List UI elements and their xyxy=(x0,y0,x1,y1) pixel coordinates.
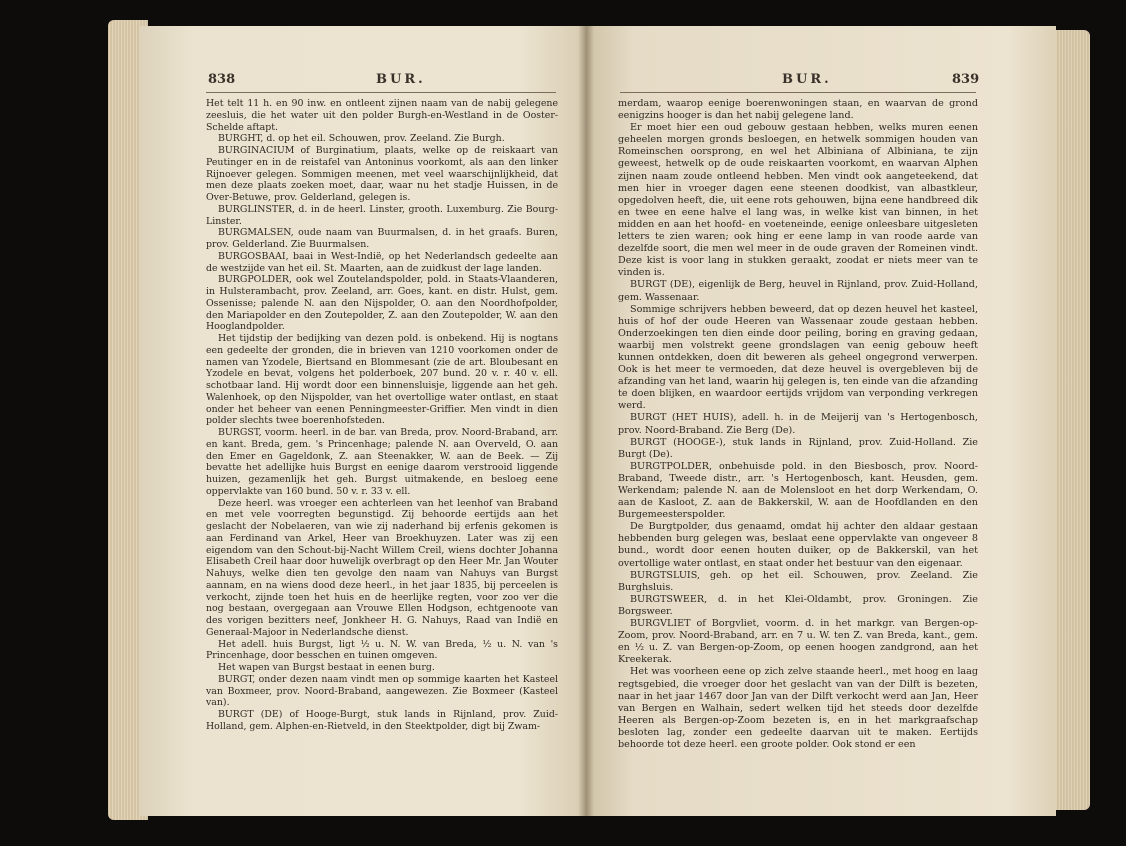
left-para-4: BURGMALSEN, oude naam van Buurmalsen, d. in het graafs. Buren, prov. Gelderland. Zie Buurmalsen. xyxy=(206,227,558,250)
right-para-1: Er moet hier een oud gebouw gestaan hebben, welks muren eenen geheelen morgen gronds besloegen, en hetwelk sommigen houden van Romeinschen oorsprong, en wel het Albiniana of Albiniana, te zijn geweest, hetwelk op de oude reiskaarten voorkomt, en waarvan Alphen zijnen naam zoude ontleend hebben. Men vindt ook aangeteekend, dat men hier in vroeger dagen eene steenen doodkist, van albastkleur, opgedolven heeft, die, uit eene rots gehouwen, bijna eene handbreed dik en twee en eene halve el lang was, in welke kist van binnen, in het midden en aan het hoofd- en voeteneinde, eenige onleesbare uitgesleten letters te zien waren; ook hing er eene lamp in van roode aarde van dezelfde soort, die men wel meer in de oude graven der Romeinen vindt. Deze kist is voor lang in stukken geraakt, zoodat er niets meer van te vinden is. xyxy=(618,122,978,279)
left-page xyxy=(140,26,586,816)
left-para-12: BURGT, onder dezen naam vindt men op sommige kaarten het Kasteel van Boxmeer, prov. Noord-Braband, aangewezen. Zie Boxmeer (Kasteel van). xyxy=(206,673,558,709)
left-para-10: Het adell. huis Burgst, ligt ½ u. N. W. van Breda, ½ u. N. van 's Princenhage, door besschen en tuinen omgeven. xyxy=(206,638,558,662)
right-para-2: BURGT (DE), eigenlijk de Berg, heuvel in Rijnland, prov. Zuid-Holland, gem. Wassenaar. xyxy=(618,279,978,303)
left-running-head: BUR. xyxy=(376,72,426,87)
left-para-13: BURGT (DE) of Hooge-Burgt, stuk lands in Rijnland, prov. Zuid-Holland, gem. Alphen-en-Rietveld, in den Steektpolder, digt bij Zwam- xyxy=(206,709,558,732)
right-para-4: BURGT (HET HUIS), adell. h. in de Meijerij van 's Hertogenbosch, prov. Noord-Braband. Zie Berg (De). xyxy=(618,412,978,436)
left-para-6: BURGPOLDER, ook wel Zoutelandspolder, pold. in Staats-Vlaanderen, in Hulsterambacht, prov. Zeeland, arr. Goes, kant. en distr. Hulst, gem. Ossenisse; palende N. aan den Nijspolder, O. aan den Noordhofpolder, den Mariapolder en den Zoutepolder, Z. aan den Zoutepolder, W. aan den Hooglandpolder. xyxy=(206,274,558,333)
book-gutter xyxy=(578,26,594,816)
left-para-0: Het telt 11 h. en 90 inw. en ontleent zijnen naam van de nabij gelegene zeesluis, die het water uit den polder Burgh-en-Westland in de Ooster-Schelde aftapt. xyxy=(206,98,558,133)
left-para-2: BURGINACIUM of Burginatium, plaats, welke op de reiskaart van Peutinger en in de reistafel van Antoninus voorkomt, als aan den linker Rijnoever gelegen. Sommigen meenen, met veel waarschijnlijkheid, dat men deze plaats zoeken moet, daar, waar nu het stadje Huissen, in de Over-Betuwe, prov. Gelderland, gelegen is. xyxy=(206,145,558,203)
right-para-10: BURGVLIET of Borgvliet, voorm. d. in het markgr. van Bergen-op-Zoom, prov. Noord-Braband, arr. en 7 u. W. ten Z. van Breda, kant., gem. en ½ u. Z. van Bergen-op-Zoom, op eenen hoogen zandgrond, aan het Kreekerak. xyxy=(618,618,978,666)
right-para-8: BURGTSLUIS, geh. op het eil. Schouwen, prov. Zeeland. Zie Burghsluis. xyxy=(618,569,978,593)
left-para-5: BURGOSBAAI, baai in West-Indië, op het Nederlandsch gedeelte aan de westzijde van het eil. St. Maarten, aan de zuidkust der lage landen. xyxy=(206,250,558,274)
right-page-number: 839 xyxy=(952,72,980,87)
right-para-0: merdam, waarop eenige boerenwoningen staan, en waarvan de grond eenigzins hooger is dan het nabij gelegene land. xyxy=(618,98,978,122)
right-para-5: BURGT (HOOGE-), stuk lands in Rijnland, prov. Zuid-Holland. Zie Burgt (De). xyxy=(618,436,978,460)
left-para-1: BURGHT, d. op het eil. Schouwen, prov. Zeeland. Zie Burgh. xyxy=(218,133,505,145)
right-para-11: Het was voorheen eene op zich zelve staande heerl., met hoog en laag regtsgebied, die vroeger door het geslacht van van der Dilft is bezeten, naar in het jaar 1467 door Jan van der Dilft verkocht werd aan Jan, Heer van Bergen en Walhain, sedert welken tijd het steeds door dezelfde Heeren als Bergen-op-Zoom bezeten is, en in het markgraafschap besloten lag, zonder een gedeelte daarvan uit te maken. Eertijds behoorde tot deze heerl. een groote polder. Ook stond er een xyxy=(618,666,978,750)
right-head-rule xyxy=(620,92,976,93)
left-para-8: BURGST, voorm. heerl. in de bar. van Breda, prov. Noord-Braband, arr. en kant. Breda, gem. 's Princenhage; palende N. aan Overveld, O. aan den Emer en Gageldonk, Z. aan Steenakker, W. aan de Beek. — Zij bevatte het adellijke huis Burgst en eenige daarom verstrooid liggende huizen, gezamenlijk het geh. Burgst uitmakende, en besloeg eene oppervlakte van 160 bund. 50 v. r. 33 v. ell. xyxy=(206,427,558,497)
right-para-9: BURGTSWEER, d. in het Klei-Oldambt, prov. Groningen. Zie Borgsweer. xyxy=(618,593,978,617)
right-running-head: BUR. xyxy=(782,72,832,87)
right-para-6: BURGTPOLDER, onbehuisde pold. in den Biesbosch, prov. Noord-Braband, Tweede distr., arr. 's Hertogenbosch, kant. Heusden, gem. Werkendam; palende N. aan de Molensloot en het dorp Werkendam, O. aan de Kasloot, Z. aan de Bakkerskil, W. aan de Hoofdlanden en den Burgemeesterspolder. xyxy=(618,460,978,521)
left-para-3: BURGLINSTER, d. in de heerl. Linster, grooth. Luxemburg. Zie Bourg-Linster. xyxy=(206,203,558,227)
right-para-7: De Burgtpolder, dus genaamd, omdat hij achter den aldaar gestaan hebbenden burg gelegen was, beslaat eene oppervlakte van ongeveer 8 bund., wordt door eenen houten duiker, op de Bakkerskil, van het overtollige water ontlast, en staat onder het bestuur van den eigenaar. xyxy=(618,521,978,569)
right-para-3: Sommige schrijvers hebben beweerd, dat op dezen heuvel het kasteel, huis of hof der oude Heeren van Wassenaar zoude gestaan hebben. Onderzoekingen ten dien einde door peiling, boring en graving gedaan, waarbij men volstrekt geene grondslagen van eenig gebouw heeft kunnen ontdekken, doen dit beweren als geheel ongegrond verwerpen. Ook is het meer te vermoeden, dat deze heuvel is overgebleven bij de afzanding van het land, waarin hij gelegen is, ten einde van die afzanding te doen blijken, en waardoor eertijds vrijdom van verponding verkregen werd. xyxy=(618,303,978,412)
right-page-edges xyxy=(1050,30,1090,810)
left-para-7: Het tijdstip der bedijking van dezen pold. is onbekend. Hij is nogtans een gedeelte der gronden, die in brieven van 1210 voorkomen onder de namen van Yzodele, Biertsand en Blommesant (zie de art. Bloubesant en Yzodele en bevat, volgens het polderboek, 207 bund. 20 v. r. 40 v. ell. schotbaar land. Hij wordt door een binnensluisje, liggende aan het geh. Walenhoek, op den Nijspolder, van het overtollige water ontlast, en staat onder het beheer van eenen Penningmeester-Griffier. Men vindt in dien polder slechts twee boerenhofsteden. xyxy=(206,333,558,427)
left-head-rule xyxy=(206,92,556,93)
left-page-number: 838 xyxy=(208,72,236,87)
left-para-9: Deze heerl. was vroeger een achterleen van het leenhof van Braband en met vele voorregten begunstigd. Zij behoorde eertijds aan het geslacht der Nobelaeren, van wie zij naderhand bij erfenis gekomen is aan Ferdinand van Arkel, Heer van Broekhuyzen. Later was zij een eigendom van den Schout-bij-Nacht Willem Creil, wiens dochter Johanna Elisabeth Creil haar door huwelijk overbragt op den Heer Mr. Jan Wouter Nahuys, welke dien ten gevolge den naam van Nahuys van Burgst aannam, en na wiens dood deze heerl., in het jaar 1835, bij perceelen is verkocht, zijnde toen het huis en de heerlijke regten, voor zoo ver die nog bestaan, overgegaan aan Vrouwe Ellen Hodgson, echtgenoote van des vorigen bezitters neef, Jonkheer H. G. Nahuys, Raad van Indië en Generaal-Majoor in Nederlandsche dienst. xyxy=(206,497,558,638)
right-page xyxy=(586,26,1056,816)
left-para-11: Het wapen van Burgst bestaat in eenen burg. xyxy=(218,662,435,673)
right-text-column xyxy=(618,98,978,751)
left-text-column xyxy=(206,98,558,733)
